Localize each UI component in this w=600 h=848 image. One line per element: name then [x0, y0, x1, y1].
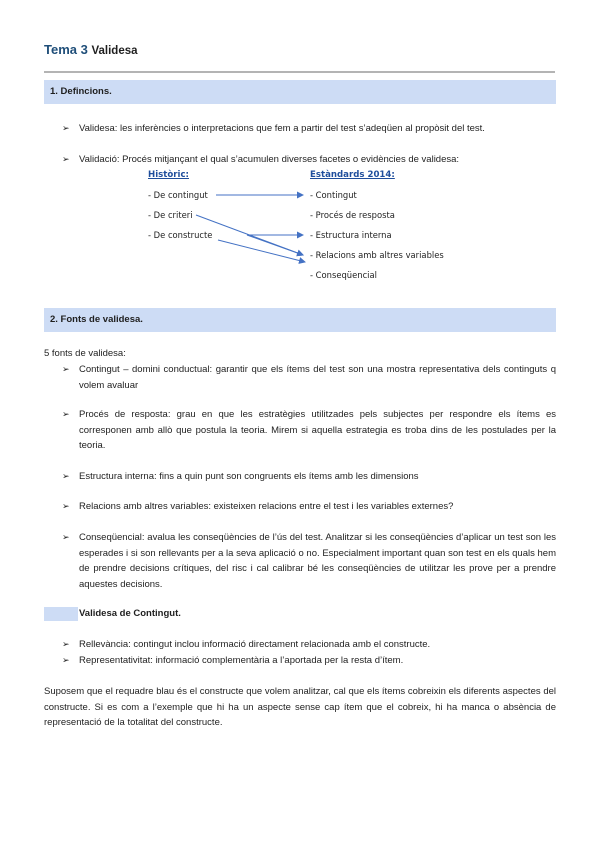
diagram-right-item: - Relacions amb altres variables — [310, 250, 444, 260]
bullet-consequencial — [62, 530, 556, 592]
tema-label: Tema 3 — [44, 42, 88, 57]
arrow-bullet-icon: ➢ — [62, 123, 70, 133]
bullet-text: Procés mitjançant el qual s’acumulen diverses facetes o evidències de validesa: — [119, 154, 460, 165]
bullet-text: grau en que les estratègies utilitzades pels subjectes per respondre els ítems es corresponen amb allò que postula la teoria. Mirem si aquella estrategia es troba dins de les postulades per la teoria. — [79, 409, 556, 451]
bullet-proces-resposta — [62, 407, 556, 454]
section-1-heading: 1. Defincions. — [44, 80, 556, 104]
bullet-term: Contingut – domini conductual — [79, 364, 210, 375]
bullet-text: : existeixen relacions entre el test i les variables externes? — [208, 501, 454, 512]
diagram-left-item: - De criteri — [148, 210, 193, 220]
bullet-term: Estructura interna — [79, 471, 154, 482]
bullet-representativitat — [62, 653, 556, 669]
arrow-bullet-icon: ➢ — [62, 639, 70, 649]
arrow-bullet-icon: ➢ — [62, 471, 70, 481]
subheading-validesa-contingut: Validesa de Contingut. — [79, 608, 181, 619]
bullet-term: Representativitat — [79, 655, 151, 666]
bullet-text: les inferències o interpretacions que fem a partir del test s’adeqüen al propòsit del test. — [117, 123, 485, 134]
arrow-bullet-icon: ➢ — [62, 409, 70, 419]
bullet-relacions — [62, 499, 556, 515]
bullet-contingut — [62, 362, 556, 393]
diagram-right-header: Estàndards 2014: — [310, 170, 395, 180]
diagram-right-item: - Contingut — [310, 190, 357, 200]
bullet-estructura-interna — [62, 469, 556, 485]
arrow-bullet-icon: ➢ — [62, 501, 70, 511]
diagram-right-item: - Procés de resposta — [310, 210, 395, 220]
bullet-term: Procés de resposta: — [79, 409, 171, 420]
diagram-left-header: Històric: — [148, 170, 189, 180]
bullet-term: Validesa: — [79, 123, 118, 134]
arrow-bullet-icon: ➢ — [62, 532, 70, 542]
section-2-heading: 2. Fonts de validesa. — [44, 308, 556, 332]
closing-paragraph: Suposem que el requadre blau és el constructe que volem analitzar, cal que els ítems cobreixin els diferents aspectes del constructe. Si es com a l’exemple que hi ha un aspecte sense cap ítem que el cobreix, hi ha manca o absència de representació de la totalitat del constructe. — [44, 686, 556, 728]
bullet-term: Rellevància — [79, 639, 129, 650]
arrow-bullet-icon: ➢ — [62, 364, 70, 374]
arrow-bullet-icon: ➢ — [62, 655, 70, 665]
bullet-text: : avalua les conseqüències de l’ús del test. Analitzar si les conseqüències d’aplicar un test son les esperades i si son rellevants per a la seva aplicació o no. Especialment important quan son test en els quals hem de prendre decisions crítiques, del risc i cal calibrar bé les conseqüències de utilitzar les prove per a prendre aquestes decisions. — [79, 532, 556, 590]
diagram-right-item: - Estructura interna — [310, 230, 392, 240]
fonts-intro: 5 fonts de validesa: — [44, 348, 126, 359]
diagram-right-item: - Conseqüencial — [310, 270, 377, 280]
arrow-bullet-icon: ➢ — [62, 154, 70, 164]
bullet-term: Relacions amb altres variables — [79, 501, 209, 512]
topic-label: Validesa — [91, 45, 138, 57]
bullet-term: Validació: — [79, 154, 120, 165]
bullet-text: : fins a quin punt son congruents els ítems amb les dimensions — [153, 471, 419, 482]
bullet-text: : contingut inclou informació directament relacionada amb el constructe. — [128, 639, 431, 650]
bullet-rellevancia — [62, 637, 556, 653]
diagram-left-item: - De constructe — [148, 230, 213, 240]
diagram-arrow — [247, 235, 303, 255]
diagram-left-item: - De contingut — [148, 190, 208, 200]
bullet-text: : garantir que els ítems del test son una mostra representativa dels continguts q volem avaluar — [79, 364, 556, 391]
bullet-text: : informació complementària a l’aportada per la resta d’ítem. — [150, 655, 404, 666]
bullet-term: Conseqüencial — [79, 532, 142, 543]
subheading-highlight — [44, 607, 78, 621]
